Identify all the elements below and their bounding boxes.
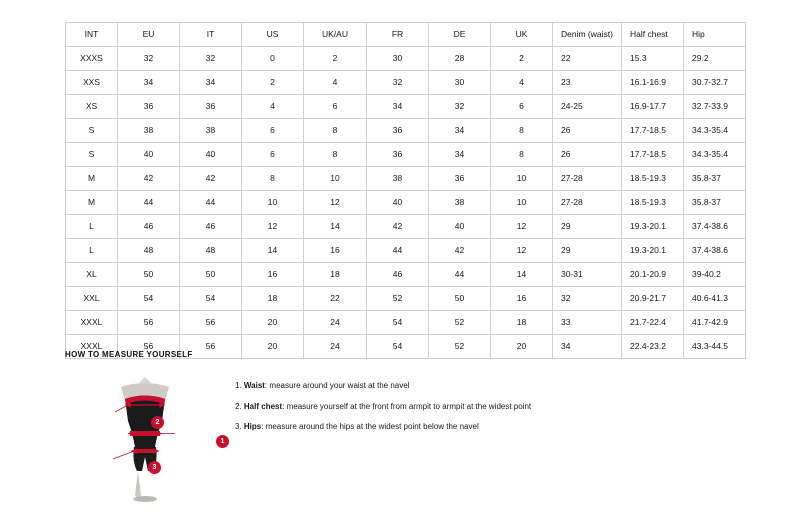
cell-hip: 41.7-42.9 bbox=[684, 311, 746, 335]
cell-hip: 43.3-44.5 bbox=[684, 335, 746, 359]
cell-half-chest: 17.7-18.5 bbox=[622, 119, 684, 143]
table-row bbox=[66, 191, 746, 215]
column-header-uk: UK bbox=[491, 23, 553, 47]
table-row bbox=[66, 287, 746, 311]
cell-int: L bbox=[66, 215, 118, 239]
measurement-figure bbox=[65, 369, 225, 504]
cell-fr: 36 bbox=[367, 143, 429, 167]
step-number: 2. bbox=[235, 401, 242, 411]
cell-it: 34 bbox=[180, 71, 242, 95]
cell-us: 4 bbox=[242, 95, 304, 119]
cell-denim-waist: 30-31 bbox=[553, 263, 622, 287]
cell-eu: 36 bbox=[118, 95, 180, 119]
step-text: : measure around the hips at the widest point below the navel bbox=[261, 422, 479, 432]
cell-it: 56 bbox=[180, 311, 242, 335]
cell-it: 48 bbox=[180, 239, 242, 263]
cell-de: 38 bbox=[429, 191, 491, 215]
column-header-ukau: UK/AU bbox=[304, 23, 367, 47]
cell-fr: 44 bbox=[367, 239, 429, 263]
cell-ukau: 4 bbox=[304, 71, 367, 95]
cell-us: 6 bbox=[242, 143, 304, 167]
cell-uk: 12 bbox=[491, 239, 553, 263]
cell-uk: 14 bbox=[491, 263, 553, 287]
cell-denim-waist: 29 bbox=[553, 215, 622, 239]
cell-half-chest: 15.3 bbox=[622, 47, 684, 71]
cell-eu: 50 bbox=[118, 263, 180, 287]
cell-it: 54 bbox=[180, 287, 242, 311]
cell-uk: 2 bbox=[491, 47, 553, 71]
cell-hip: 37.4-38.6 bbox=[684, 215, 746, 239]
table-body bbox=[66, 47, 746, 359]
cell-de: 32 bbox=[429, 95, 491, 119]
table-row bbox=[66, 95, 746, 119]
how-to-measure-section bbox=[65, 350, 735, 504]
cell-eu: 40 bbox=[118, 143, 180, 167]
table-row bbox=[66, 215, 746, 239]
cell-int: XXL bbox=[66, 287, 118, 311]
cell-hip: 37.4-38.6 bbox=[684, 239, 746, 263]
cell-ukau: 16 bbox=[304, 239, 367, 263]
cell-fr: 42 bbox=[367, 215, 429, 239]
cell-uk: 10 bbox=[491, 191, 553, 215]
table-header bbox=[66, 23, 746, 47]
column-header-it: IT bbox=[180, 23, 242, 47]
cell-denim-waist: 23 bbox=[553, 71, 622, 95]
measurement-step-waist bbox=[235, 381, 531, 391]
cell-fr: 54 bbox=[367, 335, 429, 359]
cell-it: 32 bbox=[180, 47, 242, 71]
cell-ukau: 18 bbox=[304, 263, 367, 287]
cell-ukau: 8 bbox=[304, 119, 367, 143]
cell-us: 10 bbox=[242, 191, 304, 215]
cell-us: 16 bbox=[242, 263, 304, 287]
cell-denim-waist: 34 bbox=[553, 335, 622, 359]
cell-de: 52 bbox=[429, 311, 491, 335]
cell-fr: 46 bbox=[367, 263, 429, 287]
table-row bbox=[66, 47, 746, 71]
cell-us: 12 bbox=[242, 215, 304, 239]
size-conversion-table bbox=[65, 22, 746, 359]
marker-hips: 3 bbox=[148, 461, 161, 474]
measurement-step-half-chest bbox=[235, 402, 531, 412]
cell-us: 20 bbox=[242, 311, 304, 335]
column-header-fr: FR bbox=[367, 23, 429, 47]
cell-half-chest: 22.4-23.2 bbox=[622, 335, 684, 359]
cell-uk: 6 bbox=[491, 95, 553, 119]
marker-half-chest: 2 bbox=[151, 416, 164, 429]
cell-fr: 32 bbox=[367, 71, 429, 95]
table-row bbox=[66, 167, 746, 191]
cell-ukau: 24 bbox=[304, 335, 367, 359]
cell-hip: 34.3-35.4 bbox=[684, 119, 746, 143]
cell-int: XXS bbox=[66, 71, 118, 95]
cell-uk: 20 bbox=[491, 335, 553, 359]
cell-de: 44 bbox=[429, 263, 491, 287]
cell-it: 40 bbox=[180, 143, 242, 167]
step-number: 3. bbox=[235, 422, 242, 432]
cell-de: 34 bbox=[429, 119, 491, 143]
cell-hip: 40.6-41.3 bbox=[684, 287, 746, 311]
cell-it: 56 bbox=[180, 335, 242, 359]
column-header-eu: EU bbox=[118, 23, 180, 47]
cell-denim-waist: 26 bbox=[553, 143, 622, 167]
cell-ukau: 12 bbox=[304, 191, 367, 215]
cell-half-chest: 21.7-22.4 bbox=[622, 311, 684, 335]
cell-fr: 34 bbox=[367, 95, 429, 119]
cell-de: 50 bbox=[429, 287, 491, 311]
cell-ukau: 22 bbox=[304, 287, 367, 311]
cell-eu: 48 bbox=[118, 239, 180, 263]
step-text: : measure yourself at the front from armpit to armpit at the widest point bbox=[282, 401, 532, 411]
cell-hip: 32.7-33.9 bbox=[684, 95, 746, 119]
table-row bbox=[66, 239, 746, 263]
cell-de: 28 bbox=[429, 47, 491, 71]
cell-hip: 34.3-35.4 bbox=[684, 143, 746, 167]
cell-eu: 32 bbox=[118, 47, 180, 71]
cell-de: 52 bbox=[429, 335, 491, 359]
cell-hip: 29.2 bbox=[684, 47, 746, 71]
cell-half-chest: 16.1-16.9 bbox=[622, 71, 684, 95]
cell-half-chest: 20.9-21.7 bbox=[622, 287, 684, 311]
cell-hip: 30.7-32.7 bbox=[684, 71, 746, 95]
cell-int: S bbox=[66, 143, 118, 167]
measurement-steps bbox=[235, 369, 531, 443]
column-header-denim-waist: Denim (waist) bbox=[553, 23, 622, 47]
cell-it: 44 bbox=[180, 191, 242, 215]
step-term: Hips bbox=[243, 422, 262, 432]
cell-half-chest: 17.7-18.5 bbox=[622, 143, 684, 167]
column-header-us: US bbox=[242, 23, 304, 47]
cell-fr: 52 bbox=[367, 287, 429, 311]
table-row bbox=[66, 143, 746, 167]
cell-eu: 42 bbox=[118, 167, 180, 191]
cell-denim-waist: 32 bbox=[553, 287, 622, 311]
cell-fr: 40 bbox=[367, 191, 429, 215]
cell-half-chest: 19.3-20.1 bbox=[622, 239, 684, 263]
cell-eu: 44 bbox=[118, 191, 180, 215]
cell-denim-waist: 27-28 bbox=[553, 191, 622, 215]
column-header-half-chest: Half chest bbox=[622, 23, 684, 47]
cell-ukau: 24 bbox=[304, 311, 367, 335]
measurement-step-hips bbox=[235, 422, 531, 432]
cell-half-chest: 19.3-20.1 bbox=[622, 215, 684, 239]
cell-fr: 30 bbox=[367, 47, 429, 71]
cell-eu: 34 bbox=[118, 71, 180, 95]
column-header-de: DE bbox=[429, 23, 491, 47]
cell-us: 8 bbox=[242, 167, 304, 191]
table-row bbox=[66, 263, 746, 287]
how-to-measure-body bbox=[65, 369, 735, 504]
cell-eu: 38 bbox=[118, 119, 180, 143]
cell-hip: 35.8-37 bbox=[684, 167, 746, 191]
cell-hip: 35.8-37 bbox=[684, 191, 746, 215]
cell-half-chest: 18.5-19.3 bbox=[622, 191, 684, 215]
cell-us: 18 bbox=[242, 287, 304, 311]
cell-uk: 10 bbox=[491, 167, 553, 191]
cell-denim-waist: 26 bbox=[553, 119, 622, 143]
cell-uk: 8 bbox=[491, 143, 553, 167]
table-row bbox=[66, 311, 746, 335]
cell-fr: 36 bbox=[367, 119, 429, 143]
column-header-int: INT bbox=[66, 23, 118, 47]
cell-half-chest: 16.9-17.7 bbox=[622, 95, 684, 119]
cell-half-chest: 20.1-20.9 bbox=[622, 263, 684, 287]
cell-uk: 12 bbox=[491, 215, 553, 239]
how-to-measure-title: HOW TO MEASURE YOURSELF bbox=[65, 350, 193, 359]
cell-it: 46 bbox=[180, 215, 242, 239]
cell-int: M bbox=[66, 167, 118, 191]
cell-denim-waist: 24-25 bbox=[553, 95, 622, 119]
cell-int: S bbox=[66, 119, 118, 143]
cell-us: 14 bbox=[242, 239, 304, 263]
step-text: : measure around your waist at the navel bbox=[264, 381, 410, 390]
cell-eu: 56 bbox=[118, 311, 180, 335]
cell-int: L bbox=[66, 239, 118, 263]
cell-hip: 39-40.2 bbox=[684, 263, 746, 287]
cell-eu: 46 bbox=[118, 215, 180, 239]
cell-int: XXXS bbox=[66, 47, 118, 71]
cell-denim-waist: 27-28 bbox=[553, 167, 622, 191]
cell-de: 40 bbox=[429, 215, 491, 239]
cell-eu: 54 bbox=[118, 287, 180, 311]
cell-de: 36 bbox=[429, 167, 491, 191]
cell-half-chest: 18.5-19.3 bbox=[622, 167, 684, 191]
cell-denim-waist: 33 bbox=[553, 311, 622, 335]
cell-int: XXXL bbox=[66, 311, 118, 335]
cell-ukau: 10 bbox=[304, 167, 367, 191]
cell-int: XS bbox=[66, 95, 118, 119]
cell-int: XXXL bbox=[66, 335, 118, 359]
cell-us: 20 bbox=[242, 335, 304, 359]
step-term: Half chest bbox=[243, 401, 283, 411]
cell-de: 34 bbox=[429, 143, 491, 167]
cell-ukau: 6 bbox=[304, 95, 367, 119]
cell-it: 50 bbox=[180, 263, 242, 287]
cell-denim-waist: 22 bbox=[553, 47, 622, 71]
cell-it: 36 bbox=[180, 95, 242, 119]
cell-it: 38 bbox=[180, 119, 242, 143]
cell-de: 42 bbox=[429, 239, 491, 263]
mannequin-illustration bbox=[105, 375, 185, 503]
cell-it: 42 bbox=[180, 167, 242, 191]
cell-us: 2 bbox=[242, 71, 304, 95]
step-number: 1. bbox=[235, 381, 242, 390]
cell-ukau: 2 bbox=[304, 47, 367, 71]
cell-uk: 18 bbox=[491, 311, 553, 335]
column-header-hip: Hip bbox=[684, 23, 746, 47]
marker-waist: 1 bbox=[216, 435, 229, 448]
cell-ukau: 8 bbox=[304, 143, 367, 167]
cell-fr: 38 bbox=[367, 167, 429, 191]
cell-us: 0 bbox=[242, 47, 304, 71]
table-header-row bbox=[66, 23, 746, 47]
cell-de: 30 bbox=[429, 71, 491, 95]
table-row bbox=[66, 71, 746, 95]
size-table-container bbox=[65, 22, 735, 359]
table-row bbox=[66, 119, 746, 143]
cell-fr: 54 bbox=[367, 311, 429, 335]
cell-uk: 16 bbox=[491, 287, 553, 311]
cell-eu: 56 bbox=[118, 335, 180, 359]
cell-uk: 8 bbox=[491, 119, 553, 143]
cell-int: M bbox=[66, 191, 118, 215]
cell-us: 6 bbox=[242, 119, 304, 143]
cell-denim-waist: 29 bbox=[553, 239, 622, 263]
cell-ukau: 14 bbox=[304, 215, 367, 239]
step-term: Waist bbox=[243, 381, 265, 390]
cell-int: XL bbox=[66, 263, 118, 287]
cell-uk: 4 bbox=[491, 71, 553, 95]
